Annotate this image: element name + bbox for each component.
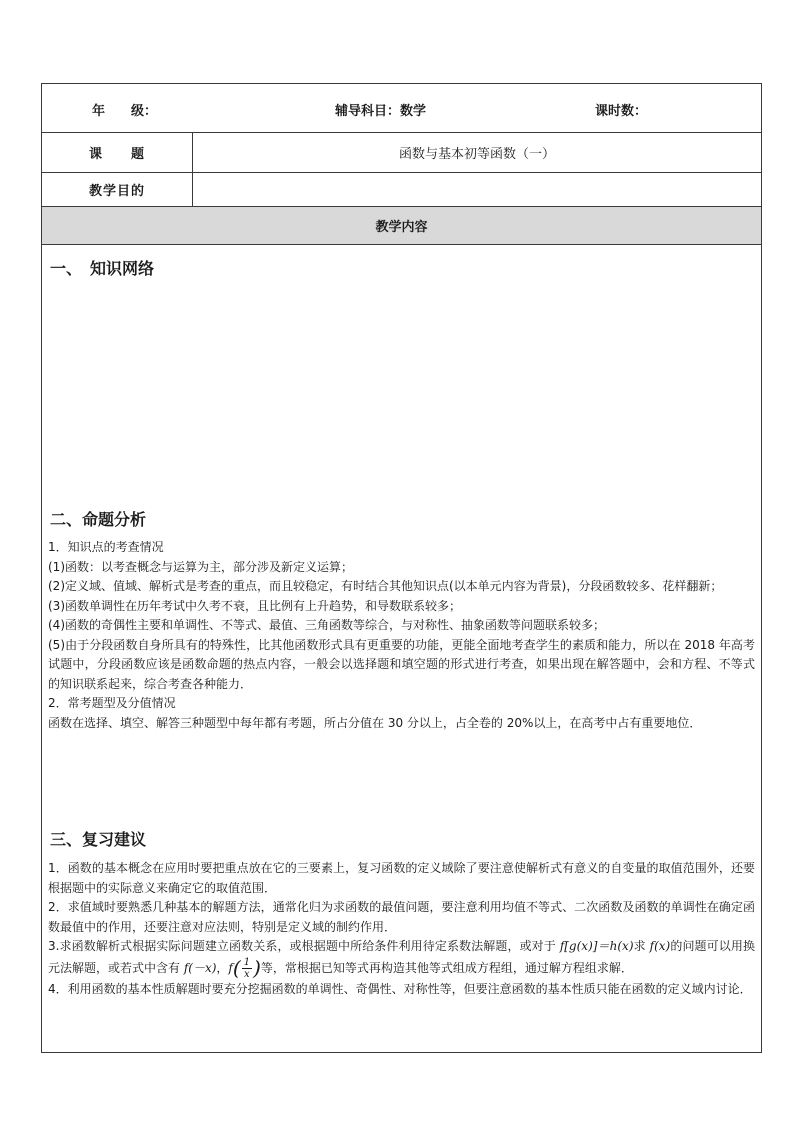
formula-f-letter: f xyxy=(228,960,233,975)
topic-row xyxy=(42,133,761,173)
fraction-numerator: 1 xyxy=(243,956,251,968)
lesson-table xyxy=(41,83,762,1053)
hours-label: 课时数： xyxy=(595,104,648,119)
s2-line-8: 函数在选择、填空、解答三种题型中每年都有考题，所占分值在 30 分以上，占全卷的 20%以上，在高考中占有重要地位． xyxy=(48,715,702,730)
subject-label: 辅导科目：数学 xyxy=(335,104,427,119)
topic-value: 函数与基本初等函数（一） xyxy=(398,147,555,162)
topic-label: 课 题 xyxy=(42,133,193,172)
s2-line-7: 2．常考题型及分值情况 xyxy=(48,696,176,710)
formula-f-x: f(x) xyxy=(649,939,671,953)
s3-item-3-text-c: 的问题可以用换元法解题，或若式中含有 xyxy=(48,939,755,975)
s3-item-3-text-e: 等，常根据已知等式再构造其他等式组成方程组，通过解方程组求解． xyxy=(260,960,633,975)
s3-item-4: 4．利用函数的基本性质解题时要充分挖掘函数的单调性、奇偶性、对称性等，但要注意函数的基本性质只能在函数的定义域内讨论． xyxy=(48,981,752,996)
header-row xyxy=(42,84,761,133)
goal-value xyxy=(193,173,761,206)
content-body xyxy=(42,245,761,1052)
s2-line-3: (2)定义域、值域、解析式是考查的重点，而且较稳定，有时结合其他知识点(以本单元内容为背景)，分段函数较多、花样翻新； xyxy=(48,579,723,593)
section3-title: 三、复习建议 xyxy=(50,830,147,849)
section1-title: 一、 知识网络 xyxy=(50,259,155,278)
grade-label: 年 级： xyxy=(92,104,158,119)
section2-body xyxy=(48,538,755,733)
fraction-1-over-x xyxy=(242,957,252,980)
section3-body xyxy=(48,859,755,999)
formula-f-reciprocal: f( $\frac{1}{x}$ ) xyxy=(228,955,261,980)
fraction-denominator: x xyxy=(244,968,250,980)
goal-row xyxy=(42,173,761,207)
section2-title: 二、命题分析 xyxy=(50,510,147,529)
s3-item-2: 2．求值域时要熟悉几种基本的解题方法，通常化归为求函数的最值问题，要注意利用均值不等式、二次函数及函数的单调性在确定函数最值中的作用，还要注意对应法则，特别是定义域的制约作用． xyxy=(48,900,755,934)
s3-item-1: 1．函数的基本概念在应用时要把重点放在它的三要素上，复习函数的定义域除了要注意使解析式有意义的自变量的取值范围外，还要根据题中的实际意义来确定它的取值范围． xyxy=(48,861,755,895)
s2-line-1: 1．知识点的考查情况 xyxy=(48,540,164,554)
formula-f-neg-x: f(－x) xyxy=(183,960,217,975)
s2-line-2: (1)函数：以考查概念与运算为主，部分涉及新定义运算； xyxy=(48,559,354,574)
content-header: 教学内容 xyxy=(42,207,761,245)
s2-line-5: (4)函数的奇偶性主要和单调性、不等式、最值、三角函数等综合，与对称性、抽象函数等问题联系较多； xyxy=(48,618,606,632)
s2-line-6: (5)由于分段函数自身所具有的特殊性，比其他函数形式具有更重要的功能，更能全面地考查学生的素质和能力，所以在 2018 年高考试题中，分段函数应该是函数命题的热点内容，一般会以选择题和填空题的形式进行考查，如果出现在解答题中，会和方程、不等式的知识联系起来，综合考查各种能力． xyxy=(48,637,755,691)
s2-line-4: (3)函数单调性在历年考试中久考不衰，且比例有上升趋势，和导数联系较多； xyxy=(48,598,462,613)
s3-item-3 xyxy=(48,937,755,980)
s3-item-3-text-b: 求 xyxy=(633,939,650,953)
s3-item-3-text-a: 3.求函数解析式根据实际问题建立函数关系，或根据题中所给条件利用待定系数法解题，或对于 xyxy=(48,939,560,953)
s3-item-3-text-d: ， xyxy=(216,960,229,975)
formula-f-g-x: f[g(x)]＝h(x) xyxy=(559,939,634,953)
goal-label: 教学目的 xyxy=(42,173,193,206)
